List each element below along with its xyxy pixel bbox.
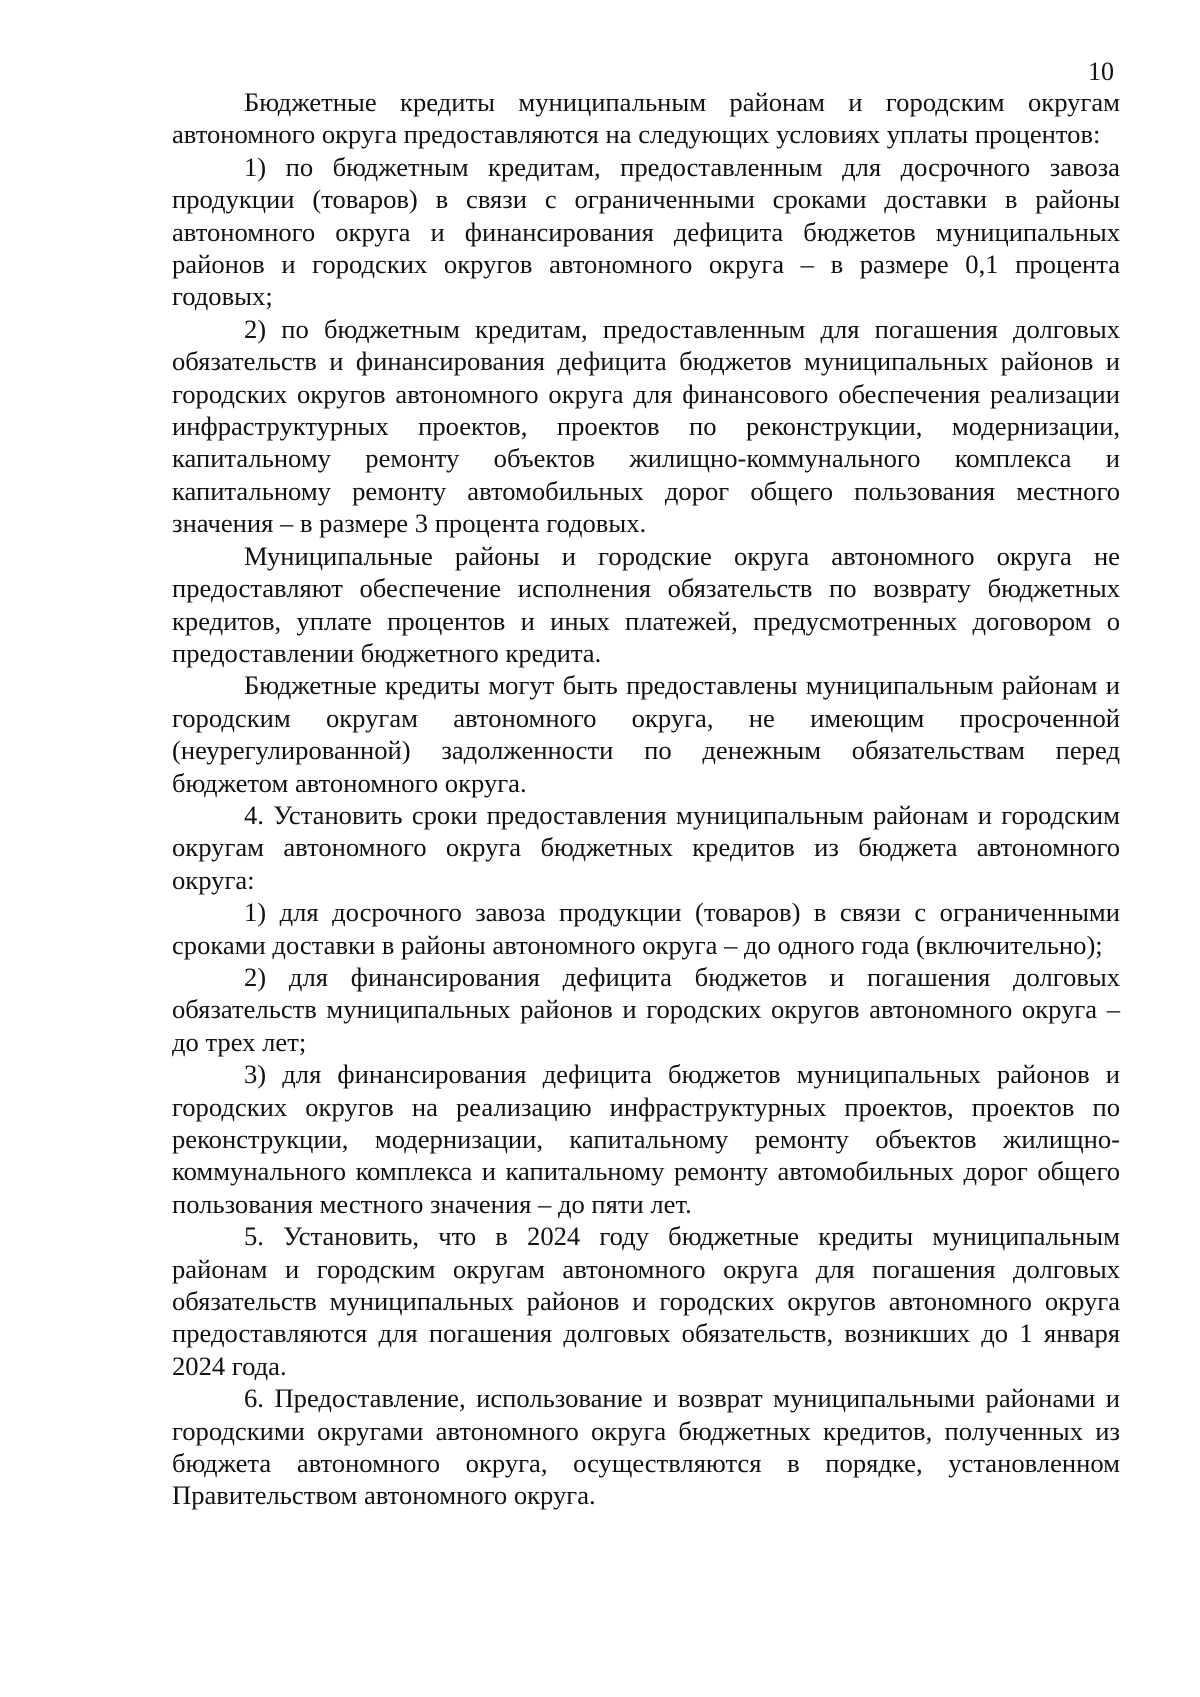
document-body	[172, 86, 1120, 1512]
paragraph-no-security-required: Муниципальные районы и городские округа автономного округа не предоставляют обеспечение исполнения обязательств по возврату бюджетных кредитов, уплате процентов и иных платежей, предусмотренных договором о предоставлении бюджетного кредита.	[172, 540, 1120, 668]
paragraph-interest-item-1: 1) по бюджетным кредитам, предоставленным для досрочного завоза продукции (товаров) в связи с ограниченными сроками доставки в районы автономного округа и финансирования дефицита бюджетов муниципальных районов и городских округов автономного округа – в размере 0,1 процента годовых;	[172, 151, 1120, 312]
paragraph-section-5: 5. Установить, что в 2024 году бюджетные кредиты муниципальным районам и городским округам автономного округа для погашения долговых обязательств муниципальных районов и городских округов автономного округа предоставляются для погашения долговых обязательств, возникших до 1 января 2024 года.	[172, 1221, 1120, 1381]
page-number: 10	[1088, 57, 1114, 86]
paragraph-term-item-3: 3) для финансирования дефицита бюджетов муниципальных районов и городских округов на реализацию инфраструктурных проектов, проектов по реконструкции, модернизации, капитальному ремонту объектов жилищно-коммунального комплекса и капитальному ремонту автомобильных дорог общего пользования местного значения – до пяти лет.	[172, 1059, 1120, 1219]
paragraph-term-item-1: 1) для досрочного завоза продукции (товаров) в связи с ограниченными сроками доставки в районы автономного округа – до одного года (включительно);	[172, 897, 1120, 960]
paragraph-section-6: 6. Предоставление, использование и возврат муниципальными районами и городскими округами автономного округа бюджетных кредитов, полученных из бюджета автономного округа, осуществляются в порядке, установленном Правительством автономного округа.	[172, 1383, 1120, 1511]
paragraph-section-4: 4. Установить сроки предоставления муниципальным районам и городским округам автономного округа бюджетных кредитов из бюджета автономного округа:	[172, 799, 1120, 895]
paragraph-interest-item-2: 2) по бюджетным кредитам, предоставленным для погашения долговых обязательств и финансирования дефицита бюджетов муниципальных районов и городских округов автономного округа для финансового обеспечения реализации инфраструктурных проектов, проектов по реконструкции, модернизации, капитальному ремонту объектов жилищно-коммунального комплекса и капитальному ремонту автомобильных дорог общего пользования местного значения – в размере 3 процента годовых.	[172, 313, 1120, 539]
paragraph-eligibility: Бюджетные кредиты могут быть предоставлены муниципальным районам и городским округам автономного округа, не имеющим просроченной (неурегулированной) задолженности по денежным обязательствам перед бюджетом автономного округа.	[172, 670, 1120, 798]
paragraph-term-item-2: 2) для финансирования дефицита бюджетов и погашения долговых обязательств муниципальных районов и городских округов автономного округа – до трех лет;	[172, 961, 1120, 1057]
paragraph-interest-conditions: Бюджетные кредиты муниципальным районам и городским округам автономного округа предоставляются на следующих условиях уплаты процентов:	[172, 87, 1120, 150]
